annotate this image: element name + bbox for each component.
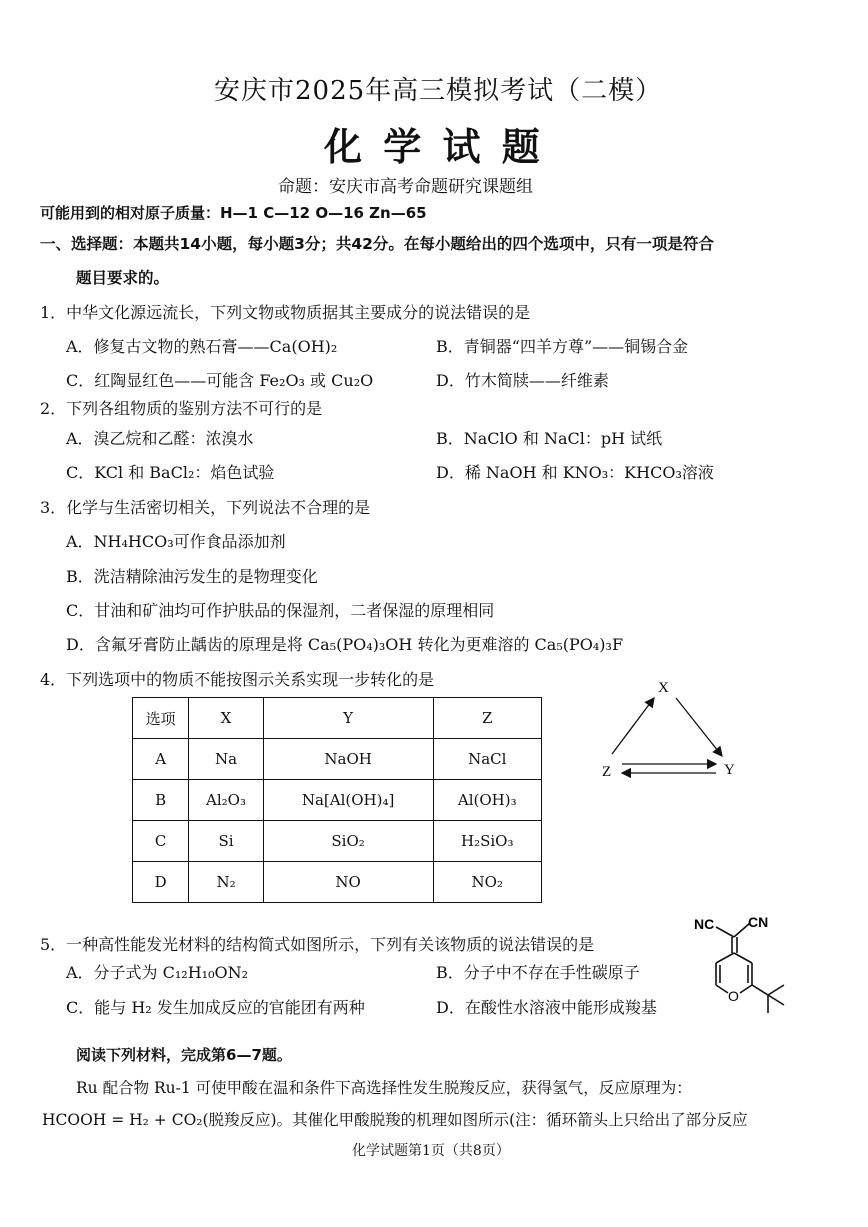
question-5-option-a: A．分子式为 C₁₂H₁₀ON₂ bbox=[66, 963, 249, 982]
diagram-label-y: Y bbox=[724, 762, 735, 778]
table-row bbox=[133, 780, 542, 821]
table-cell: B bbox=[133, 780, 189, 821]
table-row bbox=[133, 821, 542, 862]
table-cell: C bbox=[133, 821, 189, 862]
question-1-option-b: B．青铜器“四羊方尊”——铜锡合金 bbox=[436, 337, 689, 356]
reading-paragraph-line1: Ru 配合物 Ru-1 可使甲酸在温和条件下高选择性发生脱羧反应，获得氢气，反应原理为： bbox=[76, 1079, 692, 1097]
question-3-option-c: C．甘油和矿油均可作护肤品的保湿剂，二者保湿的原理相同 bbox=[66, 601, 495, 620]
question-3-option-d: D．含氟牙膏防止龋齿的原理是将 Ca₅(PO₄)₃OH 转化为更难溶的 Ca₅(PO₄)₃F bbox=[66, 635, 624, 654]
question-2-option-a: A．溴乙烷和乙醛：浓溴水 bbox=[66, 429, 254, 448]
table-header-cell: Z bbox=[433, 698, 542, 739]
exam-title: 安庆市2025年高三模拟考试（二模） bbox=[214, 76, 663, 106]
reading-title: 阅读下列材料，完成第6—7题。 bbox=[76, 1046, 292, 1064]
question-2-option-d: D．稀 NaOH 和 KNO₃：KHCO₃溶液 bbox=[436, 463, 714, 482]
question-5-option-b: B．分子中不存在手性碳原子 bbox=[436, 963, 640, 982]
molecular-structure bbox=[688, 905, 798, 1025]
question-3-option-a: A．NH₄HCO₃可作食品添加剂 bbox=[66, 532, 286, 551]
section-heading-line2: 题目要求的。 bbox=[76, 269, 170, 287]
question-1-option-c: C．红陶显红色——可能含 Fe₂O₃ 或 Cu₂O bbox=[66, 371, 374, 390]
structure-label-cn: CN bbox=[748, 914, 769, 930]
table-cell: NaOH bbox=[263, 739, 433, 780]
table-cell: NaCl bbox=[433, 739, 542, 780]
question-3-stem: 3．化学与生活密切相关，下列说法不合理的是 bbox=[40, 498, 371, 517]
arrow-z-to-x bbox=[612, 698, 654, 754]
table-row bbox=[133, 862, 542, 903]
author-line: 命题：安庆市高考命题研究课题组 bbox=[278, 177, 533, 197]
bond-lines bbox=[716, 923, 784, 1013]
structure-label-o: O bbox=[728, 988, 739, 1004]
arrow-x-to-y bbox=[676, 698, 722, 756]
table-cell: NO₂ bbox=[433, 862, 542, 903]
table-header-row bbox=[133, 698, 542, 739]
xyz-conversion-diagram bbox=[596, 672, 756, 784]
table-cell: H₂SiO₃ bbox=[433, 821, 542, 862]
table-cell: Si bbox=[189, 821, 263, 862]
table-cell: NO bbox=[263, 862, 433, 903]
question-3-option-b: B．洗洁精除油污发生的是物理变化 bbox=[66, 567, 318, 586]
diagram-label-x: X bbox=[658, 680, 669, 696]
table-cell: Al₂O₃ bbox=[189, 780, 263, 821]
section-heading-line1: 一、选择题：本题共14小题，每小题3分；共42分。在每小题给出的四个选项中，只有一项是符合 bbox=[40, 235, 714, 253]
structure-label-nc: NC bbox=[694, 916, 715, 932]
question-4-stem: 4．下列选项中的物质不能按图示关系实现一步转化的是 bbox=[40, 670, 435, 689]
table-cell: D bbox=[133, 862, 189, 903]
question-1-option-a: A．修复古文物的熟石膏——Ca(OH)₂ bbox=[66, 337, 338, 356]
question-5-option-c: C．能与 H₂ 发生加成反应的官能团有两种 bbox=[66, 998, 365, 1017]
diagram-label-z: Z bbox=[602, 764, 612, 780]
table-header-cell: Y bbox=[263, 698, 433, 739]
question-5-stem: 5．一种高性能发光材料的结构简式如图所示，下列有关该物质的说法错误的是 bbox=[40, 935, 595, 954]
question-4-table bbox=[132, 697, 542, 903]
table-cell: Na[Al(OH)₄] bbox=[263, 780, 433, 821]
question-5-option-d: D．在酸性水溶液中能形成羧基 bbox=[436, 998, 657, 1017]
question-2-stem: 2．下列各组物质的鉴别方法不可行的是 bbox=[40, 399, 323, 418]
table-cell: A bbox=[133, 739, 189, 780]
question-2-option-b: B．NaClO 和 NaCl：pH 试纸 bbox=[436, 429, 663, 448]
table-cell: Na bbox=[189, 739, 263, 780]
atomic-masses: 可能用到的相对原子质量：H—1 C—12 O—16 Zn—65 bbox=[40, 204, 427, 222]
question-2-option-c: C．KCl 和 BaCl₂：焰色试验 bbox=[66, 463, 275, 482]
subject-title: 化 学 试 题 bbox=[324, 124, 544, 169]
table-row bbox=[133, 739, 542, 780]
question-1-stem: 1．中华文化源远流长，下列文物或物质据其主要成分的说法错误的是 bbox=[40, 303, 531, 322]
table-header-cell: 选项 bbox=[133, 698, 189, 739]
table-cell: Al(OH)₃ bbox=[433, 780, 542, 821]
table-header-cell: X bbox=[189, 698, 263, 739]
question-1-option-d: D．竹木简牍——纤维素 bbox=[436, 371, 609, 390]
table-cell: N₂ bbox=[189, 862, 263, 903]
table-cell: SiO₂ bbox=[263, 821, 433, 862]
reading-paragraph-line2: HCOOH = H₂ + CO₂(脱羧反应)。其催化甲酸脱羧的机理如图所示(注：循环箭头上只给出了部分反应 bbox=[42, 1111, 748, 1129]
page-footer: 化学试题第1页（共8页） bbox=[352, 1143, 510, 1159]
